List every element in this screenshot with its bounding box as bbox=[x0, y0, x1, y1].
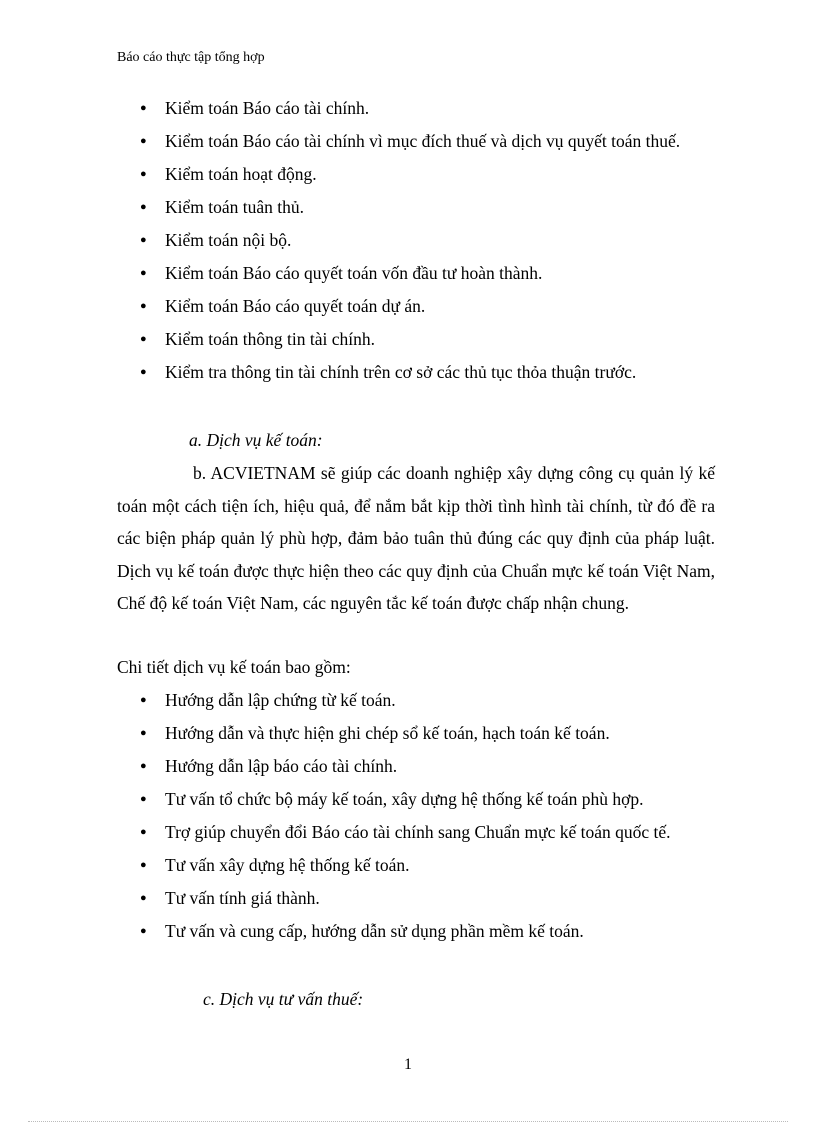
page-header: Báo cáo thực tập tổng hợp bbox=[117, 50, 265, 65]
accounting-paragraph-text: b. ACVIETNAM sẽ giúp các doanh nghiệp xây dựng công cụ quản lý kế toán một cách tiện ích, hiệu quả, để nắm bắt kịp thời tình hình tài chính, từ đó đề ra các biện pháp quản lý phù hợp, đảm bảo tuân thủ đúng các quy định của pháp luật. Dịch vụ kế toán được thực hiện theo các quy định của Chuẩn mực kế toán Việt Nam, Chế độ kế toán Việt Nam, các nguyên tắc kế toán được chấp nhận chung. bbox=[117, 463, 715, 613]
accounting-details-list bbox=[0, 684, 695, 948]
section-heading-tax: c. Dịch vụ tư vấn thuế: bbox=[203, 989, 364, 1009]
page-bottom-divider bbox=[28, 1121, 788, 1122]
list-item: ● Kiểm toán nội bộ. bbox=[0, 224, 695, 257]
accounting-paragraph bbox=[117, 457, 715, 620]
section-heading-accounting: a. Dịch vụ kế toán: bbox=[189, 430, 323, 450]
list-item: ● Kiểm toán Báo cáo tài chính. bbox=[0, 92, 695, 125]
accounting-details-intro: Chi tiết dịch vụ kế toán bao gồm: bbox=[117, 657, 351, 677]
list-item: ● Hướng dẫn lập chứng từ kế toán. bbox=[0, 684, 695, 717]
list-item: ● Kiểm toán hoạt động. bbox=[0, 158, 695, 191]
list-item: ● Tư vấn tính giá thành. bbox=[0, 882, 695, 915]
list-item: ● Hướng dẫn và thực hiện ghi chép sổ kế toán, hạch toán kế toán. bbox=[0, 717, 695, 750]
list-item: ● Kiểm toán thông tin tài chính. bbox=[0, 323, 695, 356]
list-item: ● Tư vấn tổ chức bộ máy kế toán, xây dựng hệ thống kế toán phù hợp. bbox=[0, 783, 695, 816]
list-item: ● Kiểm toán tuân thủ. bbox=[0, 191, 695, 224]
list-item: ● Tư vấn xây dựng hệ thống kế toán. bbox=[0, 849, 695, 882]
audit-services-list bbox=[0, 92, 695, 389]
list-item: ● Trợ giúp chuyển đổi Báo cáo tài chính sang Chuẩn mực kế toán quốc tế. bbox=[0, 816, 695, 849]
page-number: 1 bbox=[404, 1056, 412, 1073]
list-item: ● Kiểm toán Báo cáo quyết toán vốn đầu tư hoàn thành. bbox=[0, 257, 695, 290]
list-item: ● Hướng dẫn lập báo cáo tài chính. bbox=[0, 750, 695, 783]
list-item: ● Kiểm toán Báo cáo tài chính vì mục đích thuế và dịch vụ quyết toán thuế. bbox=[0, 125, 695, 158]
list-item: ● Kiểm tra thông tin tài chính trên cơ sở các thủ tục thỏa thuận trước. bbox=[0, 356, 695, 389]
list-item: ● Kiểm toán Báo cáo quyết toán dự án. bbox=[0, 290, 695, 323]
list-item: ● Tư vấn và cung cấp, hướng dẫn sử dụng phần mềm kế toán. bbox=[0, 915, 695, 948]
